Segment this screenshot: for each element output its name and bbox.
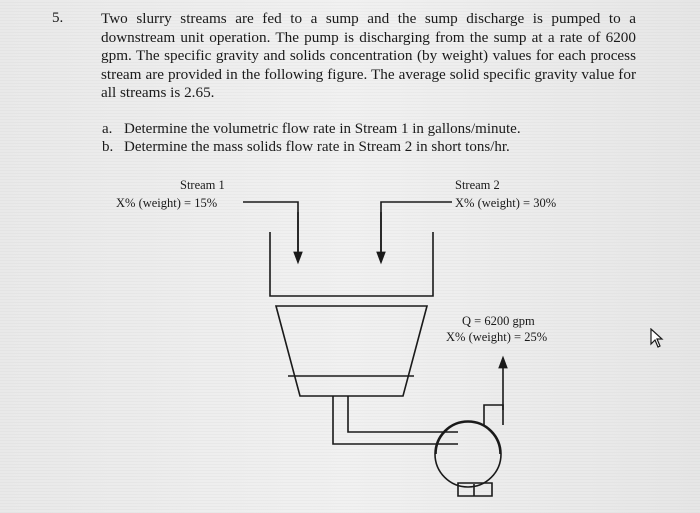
sump-hopper (276, 306, 427, 396)
mouse-cursor-icon (650, 328, 664, 348)
part-b-label: b. (102, 139, 114, 155)
discharge-concentration: X% (weight) = 25% (446, 330, 548, 344)
part-b-text: Determine the mass solids flow rate in Stream 2 in short tons/hr. (124, 139, 510, 155)
stream2-pipe (381, 202, 452, 258)
part-a-label: a. (102, 121, 113, 137)
pump-base (458, 483, 492, 496)
part-a-text: Determine the volumetric flow rate in Stream 1 in gallons/minute. (124, 121, 521, 137)
stream1-concentration: X% (weight) = 15% (116, 196, 218, 210)
stream2-label: Stream 2 (455, 178, 500, 192)
stream1-label: Stream 1 (180, 178, 225, 192)
pump-discharge-pipe (484, 405, 503, 425)
problem-statement: Two slurry streams are fed to a sump and the sump discharge is pumped to a downstream unit operation. The pump is discharging from the sump at a rate of 6200 gpm. The specific gravity and solids concentration (by weight) values for each process stream are provided in the following figure. The average solid specific gravity value for all streams is 2.65. (101, 10, 636, 102)
pump-volute (436, 422, 500, 454)
stream2-concentration: X% (weight) = 30% (455, 196, 557, 210)
sump-wall (270, 232, 433, 296)
discharge-flow-rate: Q = 6200 gpm (462, 314, 535, 328)
question-number: 5. (52, 10, 64, 26)
outlet-pipe-inner (348, 396, 458, 432)
